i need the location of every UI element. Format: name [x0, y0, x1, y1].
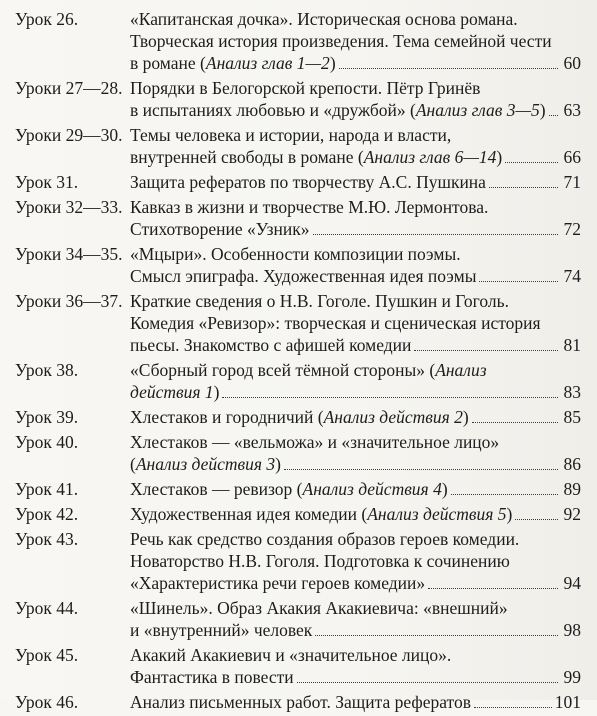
- lesson-title: [130, 171, 581, 193]
- title-tail: ): [506, 504, 513, 524]
- dot-leader: [414, 350, 558, 351]
- title-line: «Сборный город всей тёмной стороны» (Анализ: [130, 360, 487, 380]
- lesson-label: Урок 44.: [15, 598, 79, 618]
- toc-entry: [15, 171, 581, 196]
- title-tail: ): [539, 100, 546, 120]
- lesson-label: Уроки 34—35.: [15, 244, 123, 264]
- dot-leader: [451, 494, 558, 495]
- title-tail: ): [496, 147, 503, 167]
- title-last-line: [130, 478, 581, 500]
- analysis-note: Анализ глав 3—5: [415, 100, 540, 120]
- toc-entry: [15, 243, 581, 290]
- lesson-title: [130, 243, 581, 287]
- title-line: Комедия «Ревизор»: творческая и сценическая история: [130, 313, 541, 333]
- dot-leader: [222, 397, 558, 398]
- lesson-title: [130, 503, 581, 525]
- dot-leader: [479, 281, 558, 282]
- title-line: Хлестаков — «вельможа» и «значительное лицо»: [130, 432, 500, 452]
- title-last-line: [130, 691, 581, 713]
- analysis-note: Анализ действия 3: [135, 454, 276, 474]
- page-number: 86: [563, 454, 581, 474]
- title-tail: ): [329, 53, 336, 73]
- title-line: «Мцыри». Особенности композиции поэмы.: [130, 244, 461, 264]
- lesson-label: Урок 41.: [15, 479, 79, 499]
- page-number: 71: [563, 172, 581, 192]
- toc-entry: [15, 597, 581, 644]
- page-number: 85: [563, 407, 581, 427]
- toc-entry: [15, 431, 581, 478]
- title-last-line: [130, 619, 581, 641]
- lesson-label: Урок 45.: [15, 645, 79, 665]
- page-number: 98: [563, 620, 581, 640]
- toc-entry: [15, 8, 581, 77]
- lesson-title: [130, 290, 581, 356]
- title-tail: ): [462, 407, 469, 427]
- dot-leader: [515, 519, 558, 520]
- title-last-line: [130, 381, 581, 403]
- title-line: Речь как средство создания образов героев комедии.: [130, 529, 520, 549]
- toc-entry: [15, 290, 581, 359]
- title-text: в романе (: [130, 53, 206, 73]
- title-tail: ): [213, 382, 220, 402]
- lesson-title: [130, 431, 581, 475]
- lesson-title: [130, 196, 581, 240]
- title-line: Краткие сведения о Н.В. Гоголе. Пушкин и Гоголь.: [130, 291, 509, 311]
- title-line: Порядки в Белогорской крепости. Пётр Гринёв: [130, 78, 481, 98]
- title-line: Акакий Акакиевич и «значительное лицо».: [130, 645, 452, 665]
- title-line: «Шинель». Образ Акакия Акакиевича: «внешний»: [130, 598, 508, 618]
- page-number: 74: [563, 266, 581, 286]
- page-number: 94: [563, 573, 581, 593]
- toc-entry: [15, 359, 581, 406]
- title-last-line: [130, 572, 581, 594]
- toc-entry: [15, 691, 581, 716]
- analysis-note: действия 1: [130, 382, 214, 402]
- title-last-line: [130, 453, 581, 475]
- title-last-line: [130, 406, 581, 428]
- lesson-title: [130, 124, 581, 168]
- lesson-label: Урок 46.: [15, 692, 79, 712]
- page-number: 66: [563, 147, 581, 167]
- title-text: Хлестаков и городничий (: [130, 407, 324, 427]
- title-text: и «внутренний» человек: [130, 620, 313, 640]
- analysis-note: Анализ действия 4: [302, 479, 442, 499]
- lesson-label: Уроки 29—30.: [15, 125, 123, 145]
- toc-entry: [15, 124, 581, 171]
- lesson-title: [130, 597, 581, 641]
- page-number: 99: [563, 667, 581, 687]
- page-number: 92: [563, 504, 581, 524]
- dot-leader: [489, 187, 558, 188]
- dot-leader: [505, 162, 558, 163]
- toc-entry: [15, 528, 581, 597]
- analysis-note: Анализ действия 5: [367, 504, 507, 524]
- title-text: Анализ письменных работ. Защита рефератов: [130, 692, 471, 712]
- lesson-label: Уроки 27—28.: [15, 78, 123, 98]
- lesson-label: Урок 39.: [15, 407, 79, 427]
- title-tail: ): [275, 454, 281, 474]
- dot-leader: [313, 234, 559, 235]
- lesson-label: Урок 26.: [15, 9, 79, 29]
- analysis-note: Анализ глав 1—2: [205, 53, 330, 73]
- page-number: 83: [563, 382, 581, 402]
- title-text: Защита рефератов по творчеству А.С. Пушкина: [130, 172, 486, 192]
- toc-entry: [15, 503, 581, 528]
- page-number: 63: [563, 100, 581, 120]
- toc-entry: [15, 478, 581, 503]
- lesson-label: Урок 42.: [15, 504, 79, 524]
- dot-leader: [284, 469, 558, 470]
- title-line: Творческая история произведения. Тема семейной чести: [130, 31, 552, 51]
- page-number: 72: [563, 219, 581, 239]
- analysis-note: Анализ действия 2: [323, 407, 463, 427]
- lesson-label: Урок 43.: [15, 529, 79, 549]
- title-text: пьесы. Знакомство с афишей комедии: [130, 335, 412, 355]
- title-last-line: [130, 52, 581, 74]
- page-number: 60: [563, 53, 581, 73]
- page-number: 81: [563, 335, 581, 355]
- dot-leader: [297, 682, 558, 683]
- toc-entry: [15, 77, 581, 124]
- toc-entry: [15, 406, 581, 431]
- lesson-label: Урок 31.: [15, 172, 79, 192]
- dot-leader: [315, 635, 558, 636]
- lesson-title: [130, 478, 581, 500]
- analysis-note: Анализ глав 6—14: [363, 147, 497, 167]
- lesson-title: [130, 691, 581, 713]
- lesson-title: [130, 644, 581, 688]
- title-text: Художественная идея комедии (: [130, 504, 368, 524]
- page-number: 89: [563, 479, 581, 499]
- title-line: «Капитанская дочка». Историческая основа романа.: [130, 9, 518, 29]
- title-tail: ): [441, 479, 448, 499]
- lesson-label: Урок 40.: [15, 432, 79, 452]
- title-line: Новаторство Н.В. Гоголя. Подготовка к сочинению: [130, 551, 510, 571]
- title-text: в испытаниях любовью и «дружбой» (: [130, 100, 416, 120]
- toc-entry: [15, 644, 581, 691]
- title-line: Темы человека и истории, народа и власти,: [130, 125, 452, 145]
- title-text: Фантастика в повести: [130, 667, 294, 687]
- title-last-line: [130, 99, 581, 121]
- dot-leader: [472, 422, 558, 423]
- title-last-line: [130, 503, 581, 525]
- lesson-title: [130, 528, 581, 594]
- title-last-line: [130, 666, 581, 688]
- lesson-title: [130, 406, 581, 428]
- toc-entry: [15, 196, 581, 243]
- title-line: Кавказ в жизни и творчестве М.Ю. Лермонтова.: [130, 197, 489, 217]
- title-text: «Характеристика речи героев комедии»: [130, 573, 426, 593]
- dot-leader: [549, 115, 558, 116]
- page-number: 101: [554, 692, 581, 712]
- lesson-label: Уроки 36—37.: [15, 291, 123, 311]
- dot-leader: [474, 707, 552, 708]
- lesson-title: [130, 359, 581, 403]
- title-last-line: [130, 146, 581, 168]
- title-last-line: [130, 171, 581, 193]
- table-of-contents: [15, 8, 581, 716]
- title-last-line: [130, 334, 581, 356]
- title-last-line: [130, 218, 581, 240]
- title-text: Хлестаков — ревизор (: [130, 479, 303, 499]
- lesson-label: Уроки 32—33.: [15, 197, 123, 217]
- lesson-label: Урок 38.: [15, 360, 79, 380]
- title-text: Смысл эпиграфа. Художественная идея поэмы: [130, 266, 477, 286]
- title-text: (: [130, 454, 136, 474]
- dot-leader: [428, 588, 558, 589]
- title-text: внутренней свободы в романе (: [130, 147, 364, 167]
- lesson-title: [130, 8, 581, 74]
- lesson-title: [130, 77, 581, 121]
- dot-leader: [339, 68, 558, 69]
- title-text: Стихотворение «Узник»: [130, 219, 310, 239]
- title-last-line: [130, 265, 581, 287]
